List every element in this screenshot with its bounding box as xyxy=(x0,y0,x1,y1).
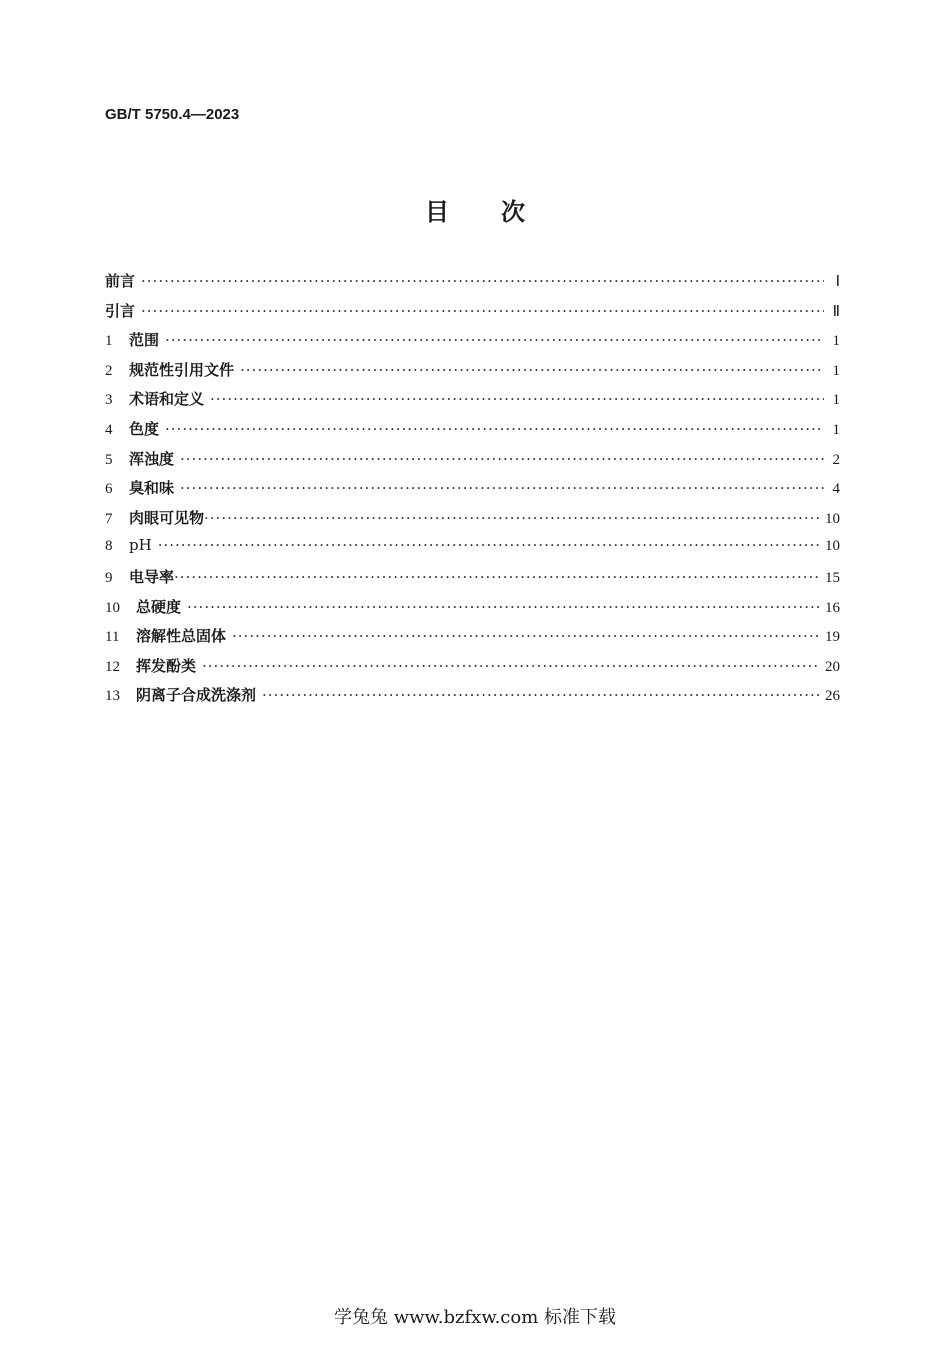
toc-entry[interactable] xyxy=(105,655,840,685)
toc-entry[interactable] xyxy=(105,477,840,507)
toc-entry[interactable] xyxy=(105,448,840,478)
toc-entry[interactable] xyxy=(105,418,840,448)
toc-entry-label: 规范性引用文件 xyxy=(129,360,235,379)
toc-entry-number: 4 xyxy=(105,421,113,438)
toc-entry-number: 3 xyxy=(105,392,113,409)
dot-leader xyxy=(180,450,824,468)
toc-entry-label: 阴离子合成洗涤剂 xyxy=(136,686,257,705)
toc-entry-page: 19 xyxy=(825,629,840,646)
toc-entry-number: 9 xyxy=(105,569,113,586)
toc-entry[interactable] xyxy=(105,507,840,537)
toc-entry[interactable] xyxy=(105,596,840,626)
toc-entry-page: 1 xyxy=(832,362,840,379)
toc-entry-label: 色度 xyxy=(129,419,160,438)
toc-entry-label: 引言 xyxy=(105,301,136,320)
toc-entry-label: 电导率 xyxy=(129,567,175,586)
toc-entry-page: 10 xyxy=(825,538,840,555)
toc-entry-page: 16 xyxy=(825,599,840,616)
toc-entry-number: 6 xyxy=(105,481,113,498)
dot-leader xyxy=(174,568,819,586)
toc-entry-number: 10 xyxy=(105,599,120,616)
toc-entry[interactable] xyxy=(105,329,840,359)
dot-leader xyxy=(240,361,824,379)
toc-entry-page: 26 xyxy=(825,688,840,705)
toc-entry[interactable] xyxy=(105,359,840,389)
toc-entry-label: 总硬度 xyxy=(136,597,182,616)
toc-entry-page: 10 xyxy=(825,510,840,527)
dot-leader xyxy=(187,598,819,616)
toc-entry[interactable] xyxy=(105,388,840,418)
dot-leader xyxy=(165,331,824,349)
toc-entry-page: Ⅰ xyxy=(835,274,840,290)
dot-leader xyxy=(158,536,819,554)
footer-watermark: 学兔兔 www.bzfxw.com 标准下载 xyxy=(333,1307,617,1328)
toc-entry-label: 前言 xyxy=(105,272,136,290)
toc-entry[interactable] xyxy=(105,536,840,566)
toc-entry-number: 7 xyxy=(105,510,113,527)
page-title: 目次 xyxy=(425,197,577,226)
toc-entry[interactable] xyxy=(105,684,840,714)
toc-entry-number: 5 xyxy=(105,451,113,468)
toc-entry-number: 8 xyxy=(105,538,113,555)
toc-entry-label: 溶解性总固体 xyxy=(136,627,227,646)
toc-entry-page: 1 xyxy=(832,333,840,350)
toc-entry[interactable] xyxy=(105,270,840,300)
toc-entry-label: 范围 xyxy=(129,331,160,350)
toc-entry-number: 2 xyxy=(105,362,113,379)
toc-entry[interactable] xyxy=(105,566,840,596)
toc-entry-page: 4 xyxy=(832,481,840,498)
dot-leader xyxy=(204,509,819,527)
toc-entry-label: 臭和味 xyxy=(129,479,175,498)
dot-leader xyxy=(141,302,824,320)
dot-leader xyxy=(232,627,819,645)
dot-leader xyxy=(141,272,824,290)
toc-entry-number: 12 xyxy=(105,658,120,675)
dot-leader xyxy=(180,479,824,497)
dot-leader xyxy=(202,657,819,675)
toc-entry-label: pH xyxy=(129,536,152,555)
toc-entry-label: 浑浊度 xyxy=(129,449,175,468)
toc-entry-page: 20 xyxy=(825,658,840,675)
dot-leader xyxy=(165,420,824,438)
toc-entry[interactable] xyxy=(105,300,840,330)
standard-code: GB/T 5750.4—2023 xyxy=(105,106,240,123)
toc-entry-number: 1 xyxy=(105,333,113,350)
dot-leader xyxy=(210,390,824,408)
toc-entry-label: 术语和定义 xyxy=(129,390,205,409)
toc-entry-number: 11 xyxy=(105,629,120,646)
toc-entry[interactable] xyxy=(105,625,840,655)
toc-entry-page: Ⅱ xyxy=(832,303,840,320)
table-of-contents xyxy=(105,270,840,714)
toc-entry-label: 肉眼可见物 xyxy=(129,508,205,527)
dot-leader xyxy=(262,686,819,704)
toc-entry-number: 13 xyxy=(105,688,120,705)
toc-entry-label: 挥发酚类 xyxy=(136,656,197,675)
toc-entry-page: 15 xyxy=(825,569,840,586)
toc-entry-page: 1 xyxy=(832,421,840,438)
toc-entry-page: 1 xyxy=(832,392,840,409)
toc-entry-page: 2 xyxy=(832,451,840,468)
